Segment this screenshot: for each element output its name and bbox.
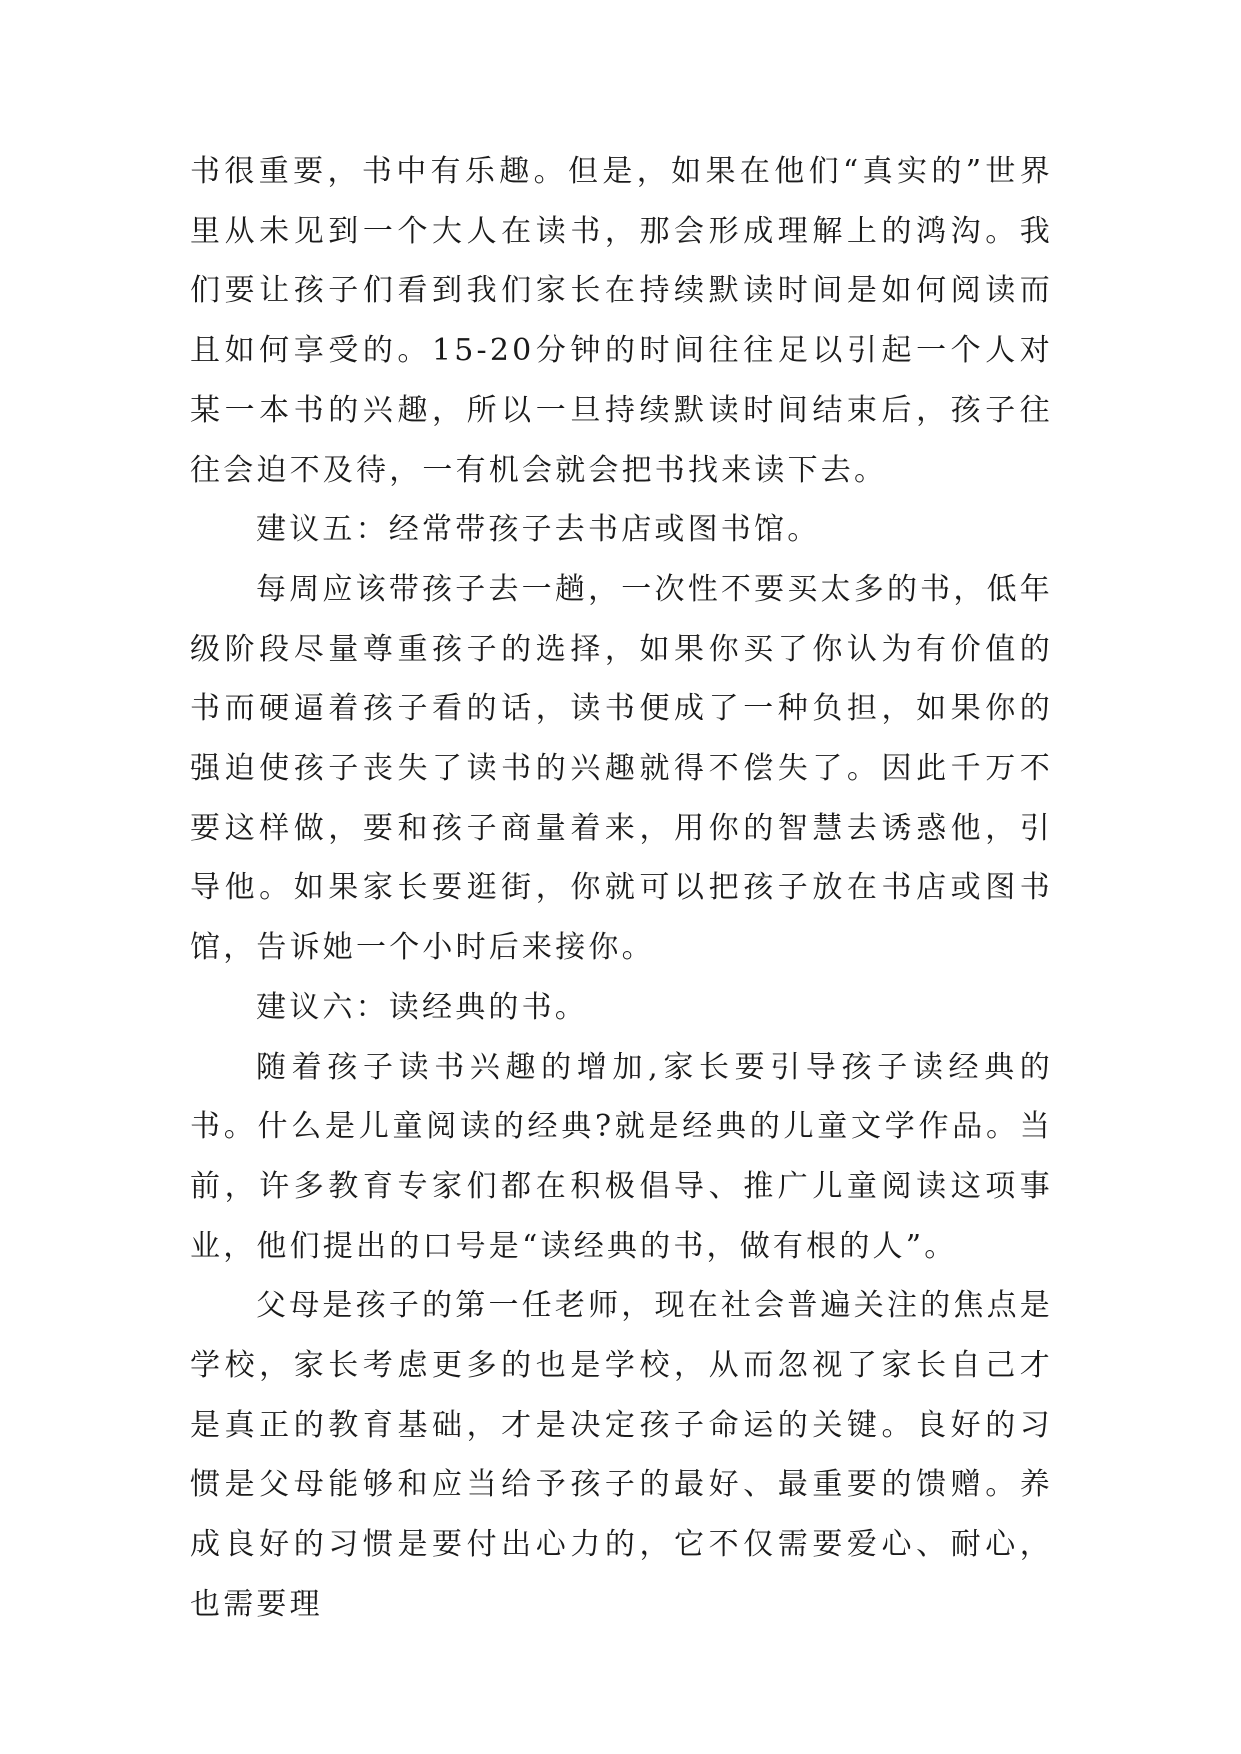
paragraph-classic-books: 随着孩子读书兴趣的增加,家长要引导孩子读经典的书。什么是儿童阅读的经典?就是经典的儿童文学作品。当前，许多教育专家们都在积极倡导、推广儿童阅读这项事业，他们提出的口号是“读经典的书，做有根的人”。 bbox=[190, 1049, 1053, 1264]
paragraph-bookstore-library: 每周应该带孩子去一趟，一次性不要买太多的书，低年级阶段尽量尊重孩子的选择，如果你买了你认为有价值的书而硬逼着孩子看的话，读书便成了一种负担，如果你的强迫使孩子丧失了读书的兴趣就得不偿失了。因此千万不要这样做，要和孩子商量着来，用你的智慧去诱惑他，引导他。如果家长要逛街，你就可以把孩子放在书店或图书馆，告诉她一个小时后来接你。 bbox=[190, 571, 1053, 966]
paragraph-reading-continuation: 书很重要，书中有乐趣。但是，如果在他们“真实的”世界里从未见到一个大人在读书，那会形成理解上的鸿沟。我们要让孩子们看到我们家长在持续默读时间是如何阅读而且如何享受的。15-20分钟的时间往往足以引起一个人对某一本书的兴趣，所以一旦持续默读时间结束后，孩子往往会迫不及待，一有机会就会把书找来读下去。 bbox=[190, 154, 1053, 488]
document-body bbox=[190, 142, 1053, 1635]
paragraph-parents-first-teacher: 父母是孩子的第一任老师，现在社会普遍关注的焦点是学校，家长考虑更多的也是学校，从而忽视了家长自己才是真正的教育基础，才是决定孩子命运的关键。良好的习惯是父母能够和应当给予孩子的最好、最重要的馈赠。养成良好的习惯是要付出心力的，它不仅需要爱心、耐心，也需要理 bbox=[190, 1288, 1053, 1622]
suggestion-six-heading: 建议六：读经典的书。 bbox=[256, 989, 588, 1025]
suggestion-five-heading: 建议五：经常带孩子去书店或图书馆。 bbox=[256, 512, 821, 548]
